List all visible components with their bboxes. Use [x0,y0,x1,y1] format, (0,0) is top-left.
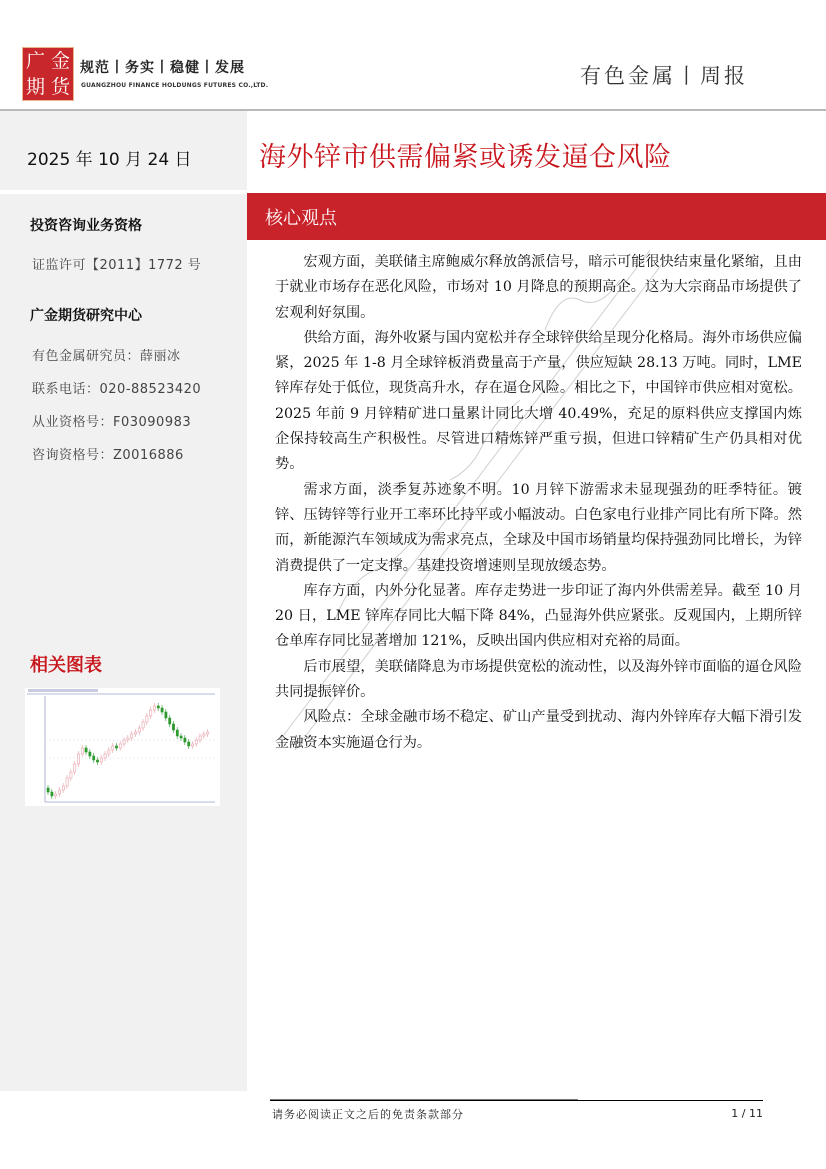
candle-body [108,750,110,754]
candle-body [119,744,121,748]
candle-body [199,736,201,740]
candle-body [207,732,209,734]
core-view-label: 核心观点 [265,208,337,229]
license-number: 证监许可【2011】1772 号 [32,258,202,273]
chart-toolbar [28,689,98,692]
candle-body [127,738,129,740]
report-date: 2025 年 10 月 24 日 [27,150,192,170]
candle-body [66,778,68,786]
candle-body [123,740,125,744]
logo-char: 期 [25,75,45,98]
candle-body [153,706,155,710]
candle-body [138,728,140,732]
contact-phone: 联系电话：020-88523420 [32,382,202,397]
footer-divider [270,1100,763,1101]
disclaimer-note: 请务必阅读正文之后的免责条款部分 [272,1108,464,1121]
candle-body [150,710,152,716]
core-view-header [247,193,826,240]
candle-body [62,786,64,790]
paragraph-outlook: 后市展望，美联储降息为市场提供宽松的流动性，以及海外锌市面临的逼仓风险共同提振锌价。 [275,658,802,701]
candle-body [85,748,87,752]
candle-body [191,744,193,746]
candle-body [172,724,174,730]
company-slogan: 规范丨务实丨稳健丨发展 [80,60,245,76]
logo-char: 广 [25,49,45,72]
candle-body [184,738,186,742]
paragraph-supply: 供给方面，海外收紧与国内宽松并存全球锌供给呈现分化格局。海外市场供应偏紧，2025 年 1-8 月全球锌板消费量高于产量，供应短缺 28.13 万吨。同时，LME 锌库存处于低位，现货高升水，存在逼仓风险。相比之下，中国锌市供应相对宽松。2025 年前 9 月锌精矿进口量累计同比大增 40.49%，充足的原料供应支撑国内炼企保持较高生产积极性。尽管进口精炼锌严重亏损，但进口锌精矿生产仍具相对优势。 [275,329,802,473]
candle-body [195,740,197,744]
candle-body [188,742,190,746]
candle-body [104,754,106,758]
candle-body [89,752,91,756]
candle-body [77,754,79,764]
candle-body [112,746,114,750]
candle-body [100,758,102,762]
paragraph-risk: 风险点：全球金融市场不稳定、矿山产量受到扰动、海内外锌库存大幅下滑引发金融资本实施逼仓行为。 [275,709,802,751]
candlestick-chart-thumbnail[interactable] [25,688,220,806]
chart-background [25,688,220,806]
candle-body [180,736,182,738]
candle-body [134,732,136,734]
candle-body [146,716,148,722]
report-type: 有色金属丨周报 [580,64,748,88]
candle-body [142,722,144,728]
paragraph-demand: 需求方面，淡季复苏迹象不明。10 月锌下游需求未显现强劲的旺季特征。镀锌、压铸锌等行业开工率环比持平或小幅波动。白色家电行业排产同比有所下降。然而，新能源汽车领域成为需求亮点，全球及中国市场销量均保持强劲同比增长，为锌消费提供了一定支撑。基建投资增速则呈现放缓态势。 [275,481,802,574]
core-view-body [275,250,802,756]
report-title: 海外锌市供需偏紧或诱发逼仓风险 [259,142,672,173]
candle-body [203,734,205,736]
candle-body [115,746,117,748]
candle-body [161,708,163,712]
candle-body [47,788,49,792]
research-center: 广金期货研究中心 [30,308,142,324]
candle-body [157,706,159,708]
company-logo [22,47,74,101]
qualification-title: 投资咨询业务资格 [30,218,142,234]
candle-body [131,734,133,738]
logo-char: 金 [50,49,70,72]
candle-body [58,790,60,794]
sidebar-divider [0,190,247,194]
practice-license: 从业资格号：F03090983 [32,415,192,430]
candle-body [51,792,53,796]
candle-body [70,772,72,778]
paragraph-inventory: 库存方面，内外分化显著。库存走势进一步印证了海内外供需差异。截至 10 月 20 日，LME 锌库存同比大幅下降 84%，凸显海外供应紧张。反观国内，上期所锌仓单库存同比显著增加 121%，反映出国内供应相对充裕的局面。 [275,582,802,650]
consult-license: 咨询资格号：Z0016886 [32,448,184,463]
paragraph-macro: 宏观方面，美联储主席鲍威尔释放鸽派信号，暗示可能很快结束量化紧缩，且由于就业市场存在恶化风险，市场对 10 月降息的预期高企。这为大宗商品市场提供了宏观利好氛围。 [275,254,802,321]
candle-body [55,794,57,796]
candle-body [169,718,171,724]
candle-body [176,730,178,736]
candle-body [165,712,167,718]
analyst-name: 有色金属研究员：薛丽冰 [32,349,181,364]
page-number: 1 / 11 [731,1107,763,1120]
logo-char: 货 [50,75,70,98]
candle-body [96,760,98,762]
candle-body [74,764,76,772]
company-english-name: GUANGZHOU FINANCE HOLDUNGS FUTURES CO.,LTD. [81,82,269,89]
related-charts-title: 相关图表 [30,655,102,676]
candle-body [93,756,95,760]
candle-body [81,748,83,754]
